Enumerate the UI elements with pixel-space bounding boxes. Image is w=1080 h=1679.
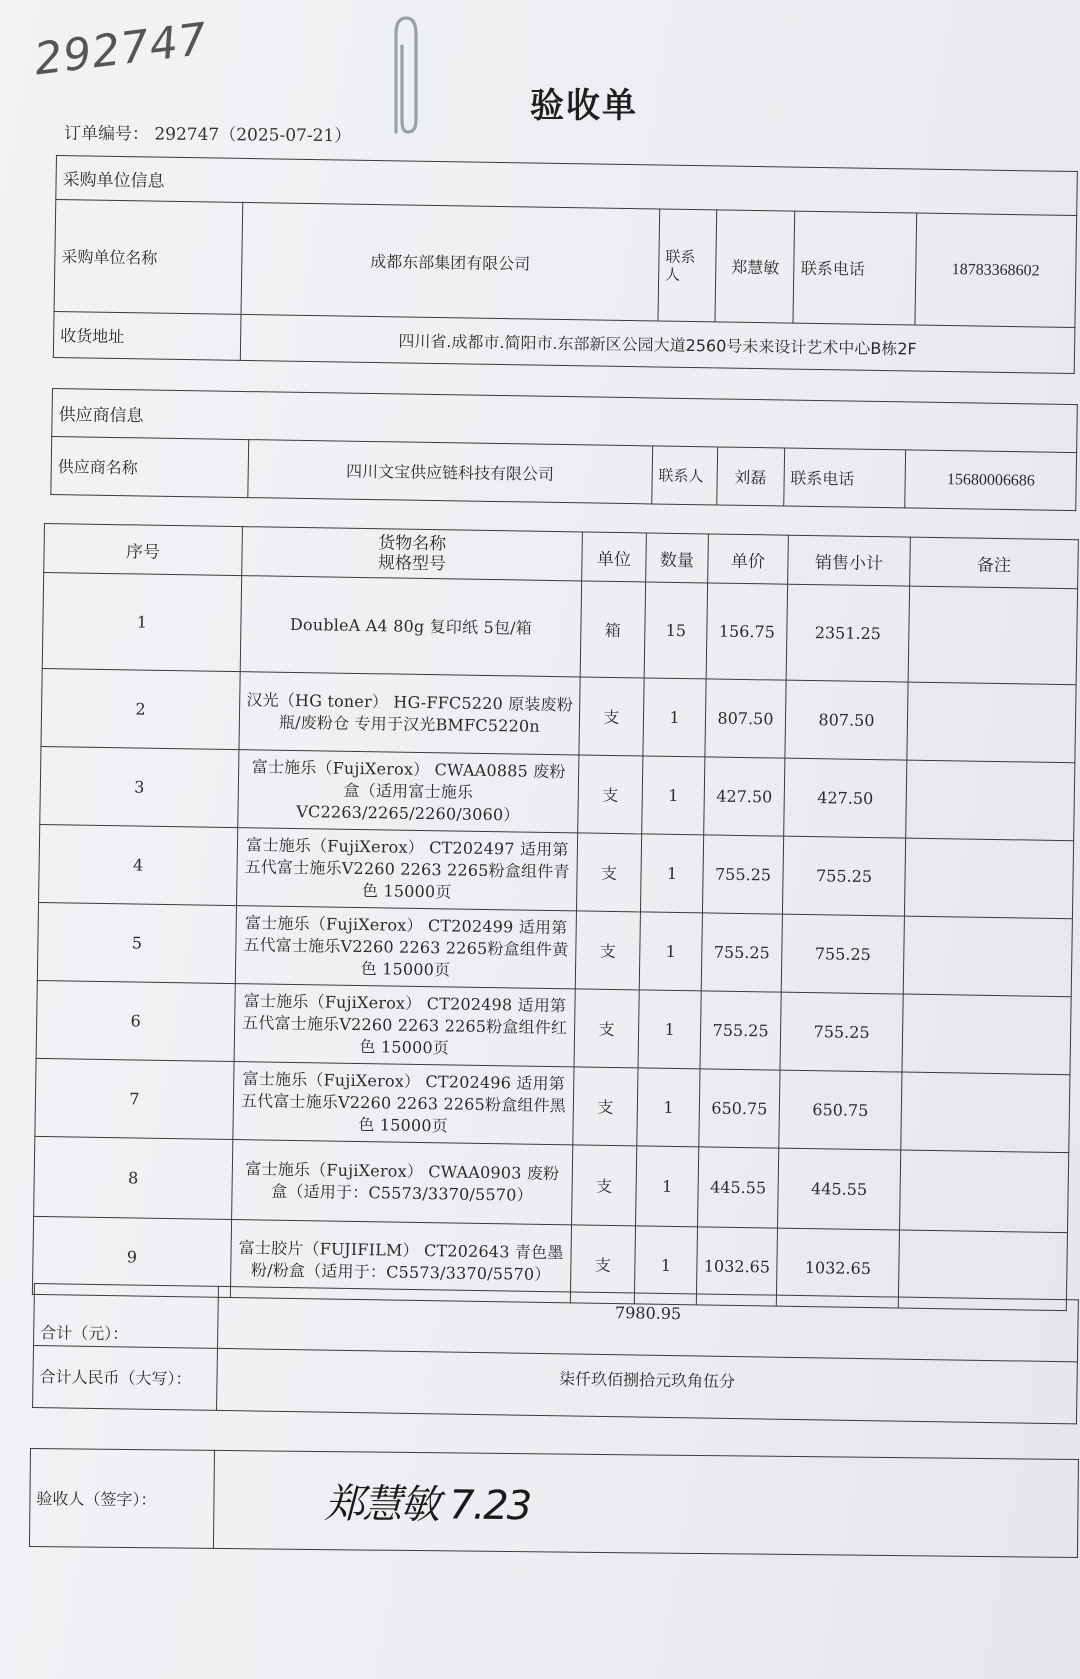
item-row xyxy=(42,573,1077,685)
buyer-contact: 郑慧敏 xyxy=(715,210,795,323)
supplier-contact: 刘磊 xyxy=(716,447,784,506)
buyer-phone: 18783368602 xyxy=(915,213,1077,328)
item-seq: 6 xyxy=(36,980,235,1061)
handwritten-signature: 郑慧敏 7.23 xyxy=(213,1450,1078,1557)
item-name: DoubleA A4 80g 复印纸 5包/箱 xyxy=(240,576,581,677)
buyer-name-label: 采购单位名称 xyxy=(54,200,243,315)
item-qty: 1 xyxy=(636,1146,699,1227)
item-name: 富士施乐（FujiXerox） CT202498 适用第五代富士施乐V2260 2263 2265粉盒组件红色 15000页 xyxy=(234,984,575,1067)
supplier-info-table xyxy=(50,388,1078,511)
item-price: 1032.65 xyxy=(696,1227,777,1306)
header-price: 单价 xyxy=(708,534,789,584)
item-remark xyxy=(907,682,1076,763)
item-subtotal: 755.25 xyxy=(782,836,905,916)
item-qty: 1 xyxy=(642,756,705,835)
item-price: 156.75 xyxy=(706,583,787,680)
item-price: 427.50 xyxy=(704,757,785,836)
item-seq: 4 xyxy=(39,824,238,905)
item-subtotal: 445.55 xyxy=(778,1148,901,1230)
header-goods xyxy=(242,527,583,581)
item-subtotal: 1032.65 xyxy=(776,1228,899,1308)
header-seq: 序号 xyxy=(44,524,243,576)
header-qty: 数量 xyxy=(646,533,709,583)
items-table xyxy=(32,523,1079,1311)
item-remark xyxy=(903,916,1072,997)
item-qty: 1 xyxy=(643,678,706,757)
buyer-phone-label: 联系电话 xyxy=(793,211,916,325)
supplier-contact-label: 联系人 xyxy=(652,446,718,505)
supplier-section-title: 供应商信息 xyxy=(52,389,1078,453)
item-qty: 1 xyxy=(639,912,702,991)
item-unit: 支 xyxy=(574,989,639,1068)
item-price: 755.25 xyxy=(700,991,781,1070)
item-unit: 支 xyxy=(570,1225,635,1304)
item-qty: 1 xyxy=(637,1068,700,1147)
header-goods-line2: 规格型号 xyxy=(377,553,447,575)
item-price: 755.25 xyxy=(701,913,782,992)
buyer-section-title: 采购单位信息 xyxy=(56,156,1078,216)
order-number-value: 292747（2025-07-21） xyxy=(154,124,352,147)
item-seq: 1 xyxy=(42,573,241,672)
total-value: 7980.95 xyxy=(217,1286,1078,1362)
item-seq: 2 xyxy=(41,668,240,749)
signature-label: 验收人（签字）： xyxy=(29,1449,214,1549)
item-remark xyxy=(906,760,1075,841)
item-price: 650.75 xyxy=(699,1069,780,1148)
item-unit: 支 xyxy=(572,1145,637,1226)
buyer-address-label: 收货地址 xyxy=(53,311,241,360)
item-qty: 1 xyxy=(638,990,701,1069)
item-name: 富士施乐（FujiXerox） CWAA0903 废粉盒（适用于：C5573/3370/5570） xyxy=(232,1140,573,1225)
signature-table xyxy=(29,1448,1079,1558)
supplier-phone: 15680006686 xyxy=(905,450,1076,511)
supplier-phone-label: 联系电话 xyxy=(783,448,906,508)
item-unit: 支 xyxy=(576,833,641,912)
header-remark: 备注 xyxy=(910,537,1079,589)
order-number-line xyxy=(64,119,352,147)
item-qty: 1 xyxy=(634,1226,697,1305)
item-unit: 箱 xyxy=(580,581,646,678)
item-qty: 1 xyxy=(640,834,703,913)
item-price: 445.55 xyxy=(698,1147,779,1228)
item-name: 富士施乐（FujiXerox） CWAA0885 废粉盒（适用富士施乐VC2263/2265/2260/3060） xyxy=(238,750,579,833)
item-subtotal: 2351.25 xyxy=(786,584,909,682)
capital-total-label: 合计人民币（大写）： xyxy=(33,1346,218,1411)
item-seq: 7 xyxy=(35,1058,234,1139)
supplier-name-label: 供应商名称 xyxy=(51,437,249,498)
item-remark xyxy=(902,994,1071,1075)
total-label: 合计（元）： xyxy=(34,1284,219,1349)
item-unit: 支 xyxy=(578,755,643,834)
header-unit: 单位 xyxy=(582,532,647,582)
item-name: 富士施乐（FujiXerox） CT202499 适用第五代富士施乐V2260 2263 2265粉盒组件黄色 15000页 xyxy=(235,906,576,989)
item-subtotal: 427.50 xyxy=(784,758,907,838)
paperclip-icon xyxy=(386,12,420,142)
item-unit: 支 xyxy=(575,911,640,990)
item-name: 汉光（HG toner） HG-FFC5220 原装废粉瓶/废粉仓 专用于汉光BMFC5220n xyxy=(239,672,580,755)
header-goods-line1: 货物名称 xyxy=(378,533,447,555)
header-subtotal: 销售小计 xyxy=(788,535,911,586)
buyer-contact-label: 联系人 xyxy=(658,209,717,322)
order-number-label: 订单编号： xyxy=(63,123,150,145)
supplier-name: 四川文宝供应链科技有限公司 xyxy=(248,440,653,504)
buyer-address: 四川省.成都市.简阳市.东部新区公园大道2560号未来设计艺术中心B栋2F xyxy=(240,314,1075,373)
item-remark xyxy=(908,586,1077,685)
item-seq: 5 xyxy=(37,902,236,983)
item-name: 富士施乐（FujiXerox） CT202497 适用第五代富士施乐V2260 2263 2265粉盒组件青色 15000页 xyxy=(237,828,578,911)
item-seq: 9 xyxy=(32,1216,231,1297)
handwritten-order-number: 292747 xyxy=(31,13,211,86)
document-title: 验收单 xyxy=(530,86,638,126)
item-subtotal: 807.50 xyxy=(785,680,908,760)
item-name: 富士施乐（FujiXerox） CT202496 适用第五代富士施乐V2260 2263 2265粉盒组件黑色 15000页 xyxy=(233,1062,574,1145)
item-remark xyxy=(904,838,1073,919)
item-price: 755.25 xyxy=(702,835,783,914)
item-name: 富士胶片（FUJIFILM） CT202643 青色墨粉/粉盒（适用于：C5573/3370/5570） xyxy=(230,1220,571,1303)
item-subtotal: 755.25 xyxy=(781,914,904,994)
items-body xyxy=(32,573,1077,1311)
item-price: 807.50 xyxy=(705,679,786,758)
buyer-name: 成都东部集团有限公司 xyxy=(241,202,660,321)
totals-table xyxy=(32,1283,1079,1424)
item-remark xyxy=(901,1072,1070,1153)
item-remark xyxy=(900,1150,1069,1233)
item-subtotal: 650.75 xyxy=(779,1070,902,1150)
item-qty: 15 xyxy=(644,582,708,679)
capital-total-value: 柒仟玖佰捌拾元玖角伍分 xyxy=(217,1348,1078,1424)
item-seq: 3 xyxy=(40,746,239,827)
buyer-info-table xyxy=(53,155,1078,374)
item-seq: 8 xyxy=(34,1136,233,1219)
item-unit: 支 xyxy=(579,677,644,756)
item-subtotal: 755.25 xyxy=(780,992,903,1072)
item-unit: 支 xyxy=(573,1067,638,1146)
